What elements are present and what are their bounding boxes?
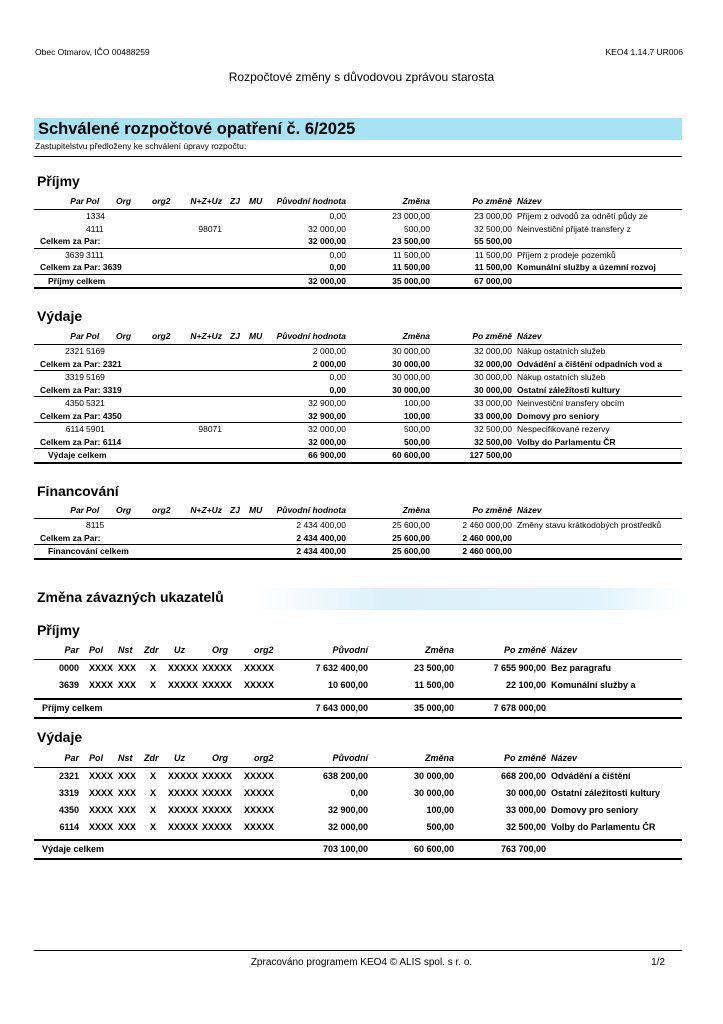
col-zmena: Změna xyxy=(424,645,454,655)
section-title-financovani: Financování xyxy=(37,483,119,499)
col-org: Org xyxy=(116,331,132,341)
total-row xyxy=(34,448,682,464)
col-zmena: Změna xyxy=(402,196,430,206)
col-org2: org2 xyxy=(152,331,171,341)
cell-po-zmene: 32 500,00 xyxy=(474,424,512,434)
organization-name: Obec Otmarov, IČO 00488259 xyxy=(35,47,150,57)
col-zmena: Změna xyxy=(402,331,430,341)
col-org2: org2 xyxy=(152,505,171,515)
cell-pol: 5169 xyxy=(86,346,105,356)
table-header xyxy=(34,642,682,659)
cell-zmena: 500,00 xyxy=(404,223,430,234)
col-pol: Pol xyxy=(86,196,100,206)
cell-puvodni: 0,00 xyxy=(329,211,346,221)
cell-org: XXXXX xyxy=(202,663,233,673)
cell-zmena: 23 500,00 xyxy=(413,663,454,673)
subtotal-label: Celkem za Par: 4350 xyxy=(40,410,122,421)
cell-po-zmene: 33 000,00 xyxy=(505,805,546,815)
cell-zmena: 30 000,00 xyxy=(392,358,430,369)
page-number: 1/2 xyxy=(651,957,665,968)
cell-puvodni: 703 100,00 xyxy=(322,844,368,854)
col-po-zmene: Po změně xyxy=(472,196,512,206)
cell-pol: XXXX xyxy=(89,680,114,690)
table-row xyxy=(34,223,682,236)
table-row xyxy=(34,677,682,694)
cell-pol: 1334 xyxy=(86,211,105,221)
cell-nst: XXX xyxy=(118,663,137,673)
col-org2: org2 xyxy=(254,753,274,763)
table-row xyxy=(34,422,682,436)
cell-puvodni: 0,00 xyxy=(329,249,346,260)
cell-org2: XXXXX xyxy=(244,822,275,832)
cell-org: XXXXX xyxy=(202,805,233,815)
col-nzu: N+Z+Uz xyxy=(190,196,222,206)
cell-puvodni: 32 900,00 xyxy=(327,805,368,815)
cell-par: 3639 xyxy=(65,249,84,260)
cell-org2: XXXXX xyxy=(244,663,275,673)
cell-puvodni: 0,00 xyxy=(329,372,346,382)
col-uz: Uz xyxy=(174,753,185,763)
cell-po-zmene: 11 500,00 xyxy=(474,262,512,272)
table-header xyxy=(34,504,682,518)
cell-nzu: 98071 xyxy=(198,223,222,234)
cell-zdr: X xyxy=(150,788,157,798)
cell-puvodni: 10 600,00 xyxy=(327,680,368,690)
cell-org: XXXXX xyxy=(202,822,233,832)
col-po-zmene: Po změně xyxy=(503,645,546,655)
subtotal-row xyxy=(34,261,682,274)
cell-po-zmene: 22 100,00 xyxy=(505,680,546,690)
table-row xyxy=(34,802,682,819)
col-nazev: Název xyxy=(551,753,578,763)
cell-par: 3319 xyxy=(58,788,79,798)
col-puvodni: Původní hodnota xyxy=(276,196,346,206)
cell-pol: 3111 xyxy=(86,249,104,260)
cell-po-zmene: 32 500,00 xyxy=(474,223,512,234)
cell-puvodni: 2 434 400,00 xyxy=(296,532,346,543)
cell-puvodni: 7 643 000,00 xyxy=(315,703,368,713)
subtotal-row xyxy=(34,532,682,545)
cell-zmena: 500,00 xyxy=(426,822,454,832)
subtotal-label: Celkem za Par: 6114 xyxy=(40,436,122,447)
cell-nst: XXX xyxy=(118,771,137,781)
cell-zmena: 500,00 xyxy=(404,436,430,447)
cell-po-zmene: 2 460 000,00 xyxy=(462,520,512,530)
cell-nazev: Nákup ostatních služeb xyxy=(517,346,606,356)
cell-nazev: Komunální služby a xyxy=(551,680,636,690)
section-title-ukazatele-prijmy: Příjmy xyxy=(37,622,80,638)
prijmy-table xyxy=(34,195,682,289)
cell-org2: XXXXX xyxy=(244,771,275,781)
subtotal-label: Celkem za Par: xyxy=(40,532,101,543)
cell-po-zmene: 30 000,00 xyxy=(474,372,512,382)
col-org2: org2 xyxy=(152,196,171,206)
vydaje-table xyxy=(34,330,682,464)
program-version: KEO4 1.14.7 UR006 xyxy=(605,47,683,57)
col-par: Par xyxy=(70,505,84,515)
col-po-zmene: Po změně xyxy=(472,505,512,515)
total-label: Příjmy celkem xyxy=(42,703,103,713)
ukazatele-prijmy-table xyxy=(34,642,682,719)
cell-nazev: Změny stavu krátkodobých prostředků xyxy=(517,520,662,530)
cell-zdr: X xyxy=(150,822,157,832)
total-label: Výdaje celkem xyxy=(42,844,105,854)
cell-po-zmene: 2 460 000,00 xyxy=(462,532,512,543)
cell-par: 2321 xyxy=(58,771,79,781)
footer-divider xyxy=(34,950,682,951)
cell-nazev: Bez paragrafu xyxy=(551,663,612,673)
cell-org: XXXXX xyxy=(202,680,233,690)
subtotal-label: Celkem za Par: xyxy=(40,236,101,246)
intro-text: Zastupitelstvu předloženy ke schválení úpravy rozpočtu: xyxy=(35,141,247,151)
total-label: Příjmy celkem xyxy=(48,275,106,286)
cell-zmena: 100,00 xyxy=(404,410,430,421)
cell-puvodni: 2 000,00 xyxy=(312,346,346,356)
table-row xyxy=(34,518,682,532)
col-mu: MU xyxy=(249,331,263,341)
cell-pol: XXXX xyxy=(89,822,114,832)
cell-uz: XXXXX xyxy=(168,822,199,832)
cell-nazev: Domovy pro seniory xyxy=(551,805,639,815)
table-header xyxy=(34,750,682,767)
cell-puvodni: 638 200,00 xyxy=(322,771,368,781)
cell-nazev: Neinvestiční přijaté transfery z xyxy=(517,223,631,234)
table-row xyxy=(34,370,682,384)
cell-zmena: 30 000,00 xyxy=(392,372,430,382)
cell-uz: XXXXX xyxy=(168,663,199,673)
cell-po-zmene: 32 000,00 xyxy=(474,358,512,369)
cell-zmena: 100,00 xyxy=(426,805,454,815)
cell-puvodni: 0,00 xyxy=(350,788,368,798)
cell-zmena: 60 600,00 xyxy=(413,844,454,854)
cell-pol: XXXX xyxy=(89,805,114,815)
table-row xyxy=(34,819,682,836)
col-uz: Uz xyxy=(174,645,185,655)
cell-po-zmene: 763 700,00 xyxy=(500,844,546,854)
cell-zmena: 35 000,00 xyxy=(392,275,430,286)
col-pol: Pol xyxy=(89,753,104,763)
cell-zmena: 35 000,00 xyxy=(413,703,454,713)
subtotal-row xyxy=(34,358,682,371)
section-title-ukazatele: Změna závazných ukazatelů xyxy=(37,589,224,605)
cell-par: 6114 xyxy=(59,822,79,832)
cell-zdr: X xyxy=(150,805,157,815)
cell-pol: 5901 xyxy=(86,424,105,434)
cell-po-zmene: 668 200,00 xyxy=(500,771,546,781)
col-po-zmene: Po změně xyxy=(503,753,546,763)
cell-pol: 5321 xyxy=(86,398,105,408)
cell-zmena: 30 000,00 xyxy=(413,788,454,798)
cell-uz: XXXXX xyxy=(168,805,199,815)
cell-nazev: Nákup ostatních služeb xyxy=(517,372,606,382)
table-row xyxy=(34,209,682,223)
col-par: Par xyxy=(64,753,79,763)
col-puvodni: Původní hodnota xyxy=(276,331,346,341)
section-title-prijmy: Příjmy xyxy=(37,173,80,189)
col-par: Par xyxy=(70,331,84,341)
cell-zmena: 30 000,00 xyxy=(413,771,454,781)
cell-zmena: 500,00 xyxy=(404,424,430,434)
cell-po-zmene: 7 678 000,00 xyxy=(493,703,546,713)
cell-nazev: Volby do Parlamentu ČR xyxy=(551,822,656,832)
cell-puvodni: 2 434 400,00 xyxy=(296,546,346,556)
subtotal-row xyxy=(34,410,682,423)
cell-puvodni: 32 900,00 xyxy=(308,410,346,421)
total-row xyxy=(34,274,682,290)
cell-puvodni: 2 000,00 xyxy=(312,358,346,369)
title-banner xyxy=(34,118,682,140)
ukazatele-vydaje-table xyxy=(34,750,682,860)
cell-zmena: 11 500,00 xyxy=(392,249,430,260)
col-nst: Nst xyxy=(118,753,133,763)
col-zdr: Zdr xyxy=(144,753,159,763)
col-puvodni: Původní xyxy=(332,645,368,655)
col-nazev: Název xyxy=(517,331,542,341)
cell-zmena: 23 500,00 xyxy=(392,236,430,246)
cell-puvodni: 32 000,00 xyxy=(308,223,346,234)
cell-puvodni: 2 434 400,00 xyxy=(296,520,346,530)
col-org: Org xyxy=(116,505,132,515)
table-row xyxy=(34,767,682,785)
col-mu: MU xyxy=(249,196,263,206)
subtotal-row xyxy=(34,235,682,248)
cell-zmena: 23 000,00 xyxy=(392,211,430,221)
cell-po-zmene: 32 500,00 xyxy=(505,822,546,832)
cell-po-zmene: 127 500,00 xyxy=(469,450,512,460)
col-nazev: Název xyxy=(517,505,542,515)
col-zdr: Zdr xyxy=(144,645,159,655)
cell-puvodni: 0,00 xyxy=(329,384,346,395)
cell-nazev: Příjem z prodeje pozemků xyxy=(517,249,616,260)
cell-po-zmene: 30 000,00 xyxy=(474,384,512,395)
cell-zmena: 60 600,00 xyxy=(392,450,430,460)
col-pol: Pol xyxy=(86,505,100,515)
cell-uz: XXXXX xyxy=(168,680,199,690)
cell-nazev: Ostatní záležitosti kultury xyxy=(517,384,620,395)
cell-par: 2321 xyxy=(65,346,84,356)
col-nazev: Název xyxy=(517,196,542,206)
page-title: Schválené rozpočtové opatření č. 6/2025 xyxy=(38,120,356,138)
cell-nazev: Příjem z odvodů za odnětí půdy ze xyxy=(517,211,648,221)
cell-par: 3319 xyxy=(65,372,84,382)
report-subtitle: Rozpočtové změny s důvodovou zprávou starosta xyxy=(228,70,495,84)
section-title-ukazatele-vydaje: Výdaje xyxy=(37,729,83,745)
cell-zmena: 25 600,00 xyxy=(392,520,430,530)
cell-zmena: 11 500,00 xyxy=(414,680,454,690)
cell-puvodni: 66 900,00 xyxy=(308,450,346,460)
cell-po-zmene: 11 500,00 xyxy=(474,249,512,260)
heading-highlight xyxy=(255,588,685,610)
table-row xyxy=(34,248,682,262)
cell-po-zmene: 67 000,00 xyxy=(474,275,512,286)
col-par: Par xyxy=(64,645,79,655)
subtotal-row xyxy=(34,384,682,397)
cell-zdr: X xyxy=(150,663,157,673)
cell-po-zmene: 2 460 000,00 xyxy=(462,546,512,556)
col-pol: Pol xyxy=(89,645,104,655)
cell-nst: XXX xyxy=(118,788,137,798)
cell-nst: XXX xyxy=(118,805,137,815)
cell-po-zmene: 32 000,00 xyxy=(474,346,512,356)
col-org: Org xyxy=(212,645,229,655)
cell-pol: XXXX xyxy=(89,771,114,781)
cell-par: 3639 xyxy=(58,680,79,690)
cell-po-zmene: 7 655 900,00 xyxy=(493,663,546,673)
cell-nazev: Ostatní záležitosti kultury xyxy=(551,788,661,798)
cell-nazev: Volby do Parlamentu ČR xyxy=(517,436,616,447)
col-par: Par xyxy=(70,196,84,206)
cell-puvodni: 0,00 xyxy=(329,262,346,272)
col-nzu: N+Z+Uz xyxy=(190,505,222,515)
cell-par: 0000 xyxy=(58,663,79,673)
cell-org2: XXXXX xyxy=(244,805,275,815)
col-mu: MU xyxy=(249,505,263,515)
cell-puvodni: 32 000,00 xyxy=(308,236,346,246)
table-row xyxy=(34,396,682,410)
cell-po-zmene: 55 500,00 xyxy=(474,236,512,246)
cell-pol: 8115 xyxy=(86,520,105,530)
cell-pol: 5169 xyxy=(86,372,105,382)
cell-po-zmene: 32 500,00 xyxy=(474,436,512,447)
col-org2: org2 xyxy=(254,645,274,655)
cell-par: 4350 xyxy=(58,805,79,815)
cell-zmena: 100,00 xyxy=(404,398,430,408)
cell-po-zmene: 23 000,00 xyxy=(474,211,512,221)
col-nst: Nst xyxy=(118,645,133,655)
cell-nst: XXX xyxy=(118,822,137,832)
cell-puvodni: 32 000,00 xyxy=(308,424,346,434)
total-row xyxy=(34,839,682,860)
table-row xyxy=(34,659,682,677)
footer-text: Zpracováno programem KEO4 © ALIS spol. s r. o. xyxy=(250,957,473,968)
total-row xyxy=(34,544,682,560)
col-puvodni: Původní hodnota xyxy=(276,505,346,515)
cell-nst: XXX xyxy=(118,680,137,690)
cell-nazev: Odvádění a čištění odpadních vod a xyxy=(517,358,663,369)
cell-org2: XXXXX xyxy=(244,788,275,798)
col-zmena: Změna xyxy=(424,753,454,763)
table-header xyxy=(34,330,682,344)
cell-po-zmene: 33 000,00 xyxy=(474,410,512,421)
cell-zdr: X xyxy=(150,680,157,690)
col-zj: ZJ xyxy=(230,505,240,515)
cell-par: 4350 xyxy=(65,398,84,408)
cell-puvodni: 32 000,00 xyxy=(327,822,368,832)
cell-org: XXXXX xyxy=(202,788,233,798)
col-zmena: Změna xyxy=(402,505,430,515)
cell-zmena: 30 000,00 xyxy=(392,346,430,356)
cell-pol: XXXX xyxy=(89,788,114,798)
cell-org2: XXXXX xyxy=(244,680,275,690)
cell-puvodni: 7 632 400,00 xyxy=(315,663,368,673)
cell-nzu: 98071 xyxy=(198,424,222,434)
table-row xyxy=(34,344,682,358)
subtotal-label: Celkem za Par: 3319 xyxy=(40,384,122,395)
cell-po-zmene: 30 000,00 xyxy=(505,788,546,798)
col-puvodni: Původní xyxy=(332,753,368,763)
cell-nazev: Domovy pro seniory xyxy=(517,410,600,421)
cell-zdr: X xyxy=(150,771,157,781)
subtotal-label: Celkem za Par: 3639 xyxy=(40,262,122,272)
section-title-vydaje: Výdaje xyxy=(37,308,83,324)
cell-puvodni: 32 900,00 xyxy=(308,398,346,408)
total-label: Výdaje celkem xyxy=(48,450,107,460)
cell-uz: XXXXX xyxy=(168,771,199,781)
cell-nazev: Komunální služby a územní rozvoj xyxy=(517,262,656,272)
cell-puvodni: 32 000,00 xyxy=(308,436,346,447)
cell-nazev: Neinvestiční transfery obcím xyxy=(517,398,625,408)
col-org: Org xyxy=(116,196,132,206)
col-pol: Pol xyxy=(86,331,100,341)
financovani-table xyxy=(34,504,682,560)
cell-zmena: 25 600,00 xyxy=(392,546,430,556)
divider xyxy=(34,156,682,157)
cell-zmena: 11 500,00 xyxy=(392,262,430,272)
col-zj: ZJ xyxy=(230,331,240,341)
cell-par: 6114 xyxy=(65,424,84,434)
cell-puvodni: 32 000,00 xyxy=(308,275,346,286)
subtotal-label: Celkem za Par: 2321 xyxy=(40,358,122,369)
col-nzu: N+Z+Uz xyxy=(190,331,222,341)
total-label: Financování celkem xyxy=(48,546,129,556)
col-po-zmene: Po změně xyxy=(472,331,512,341)
col-org: Org xyxy=(212,753,229,763)
total-row xyxy=(34,698,682,719)
cell-nazev: Nespecifikované rezervy xyxy=(517,424,610,434)
cell-po-zmene: 33 000,00 xyxy=(474,398,512,408)
table-row xyxy=(34,785,682,802)
cell-zmena: 30 000,00 xyxy=(392,384,430,395)
cell-zmena: 25 600,00 xyxy=(392,532,430,543)
subtotal-row xyxy=(34,436,682,449)
cell-pol: XXXX xyxy=(89,663,114,673)
col-nazev: Název xyxy=(551,645,578,655)
cell-pol: 4111 xyxy=(86,223,104,234)
cell-nazev: Odvádění a čištění xyxy=(551,771,631,781)
col-zj: ZJ xyxy=(230,196,240,206)
cell-uz: XXXXX xyxy=(168,788,199,798)
cell-org: XXXXX xyxy=(202,771,233,781)
table-header xyxy=(34,195,682,209)
